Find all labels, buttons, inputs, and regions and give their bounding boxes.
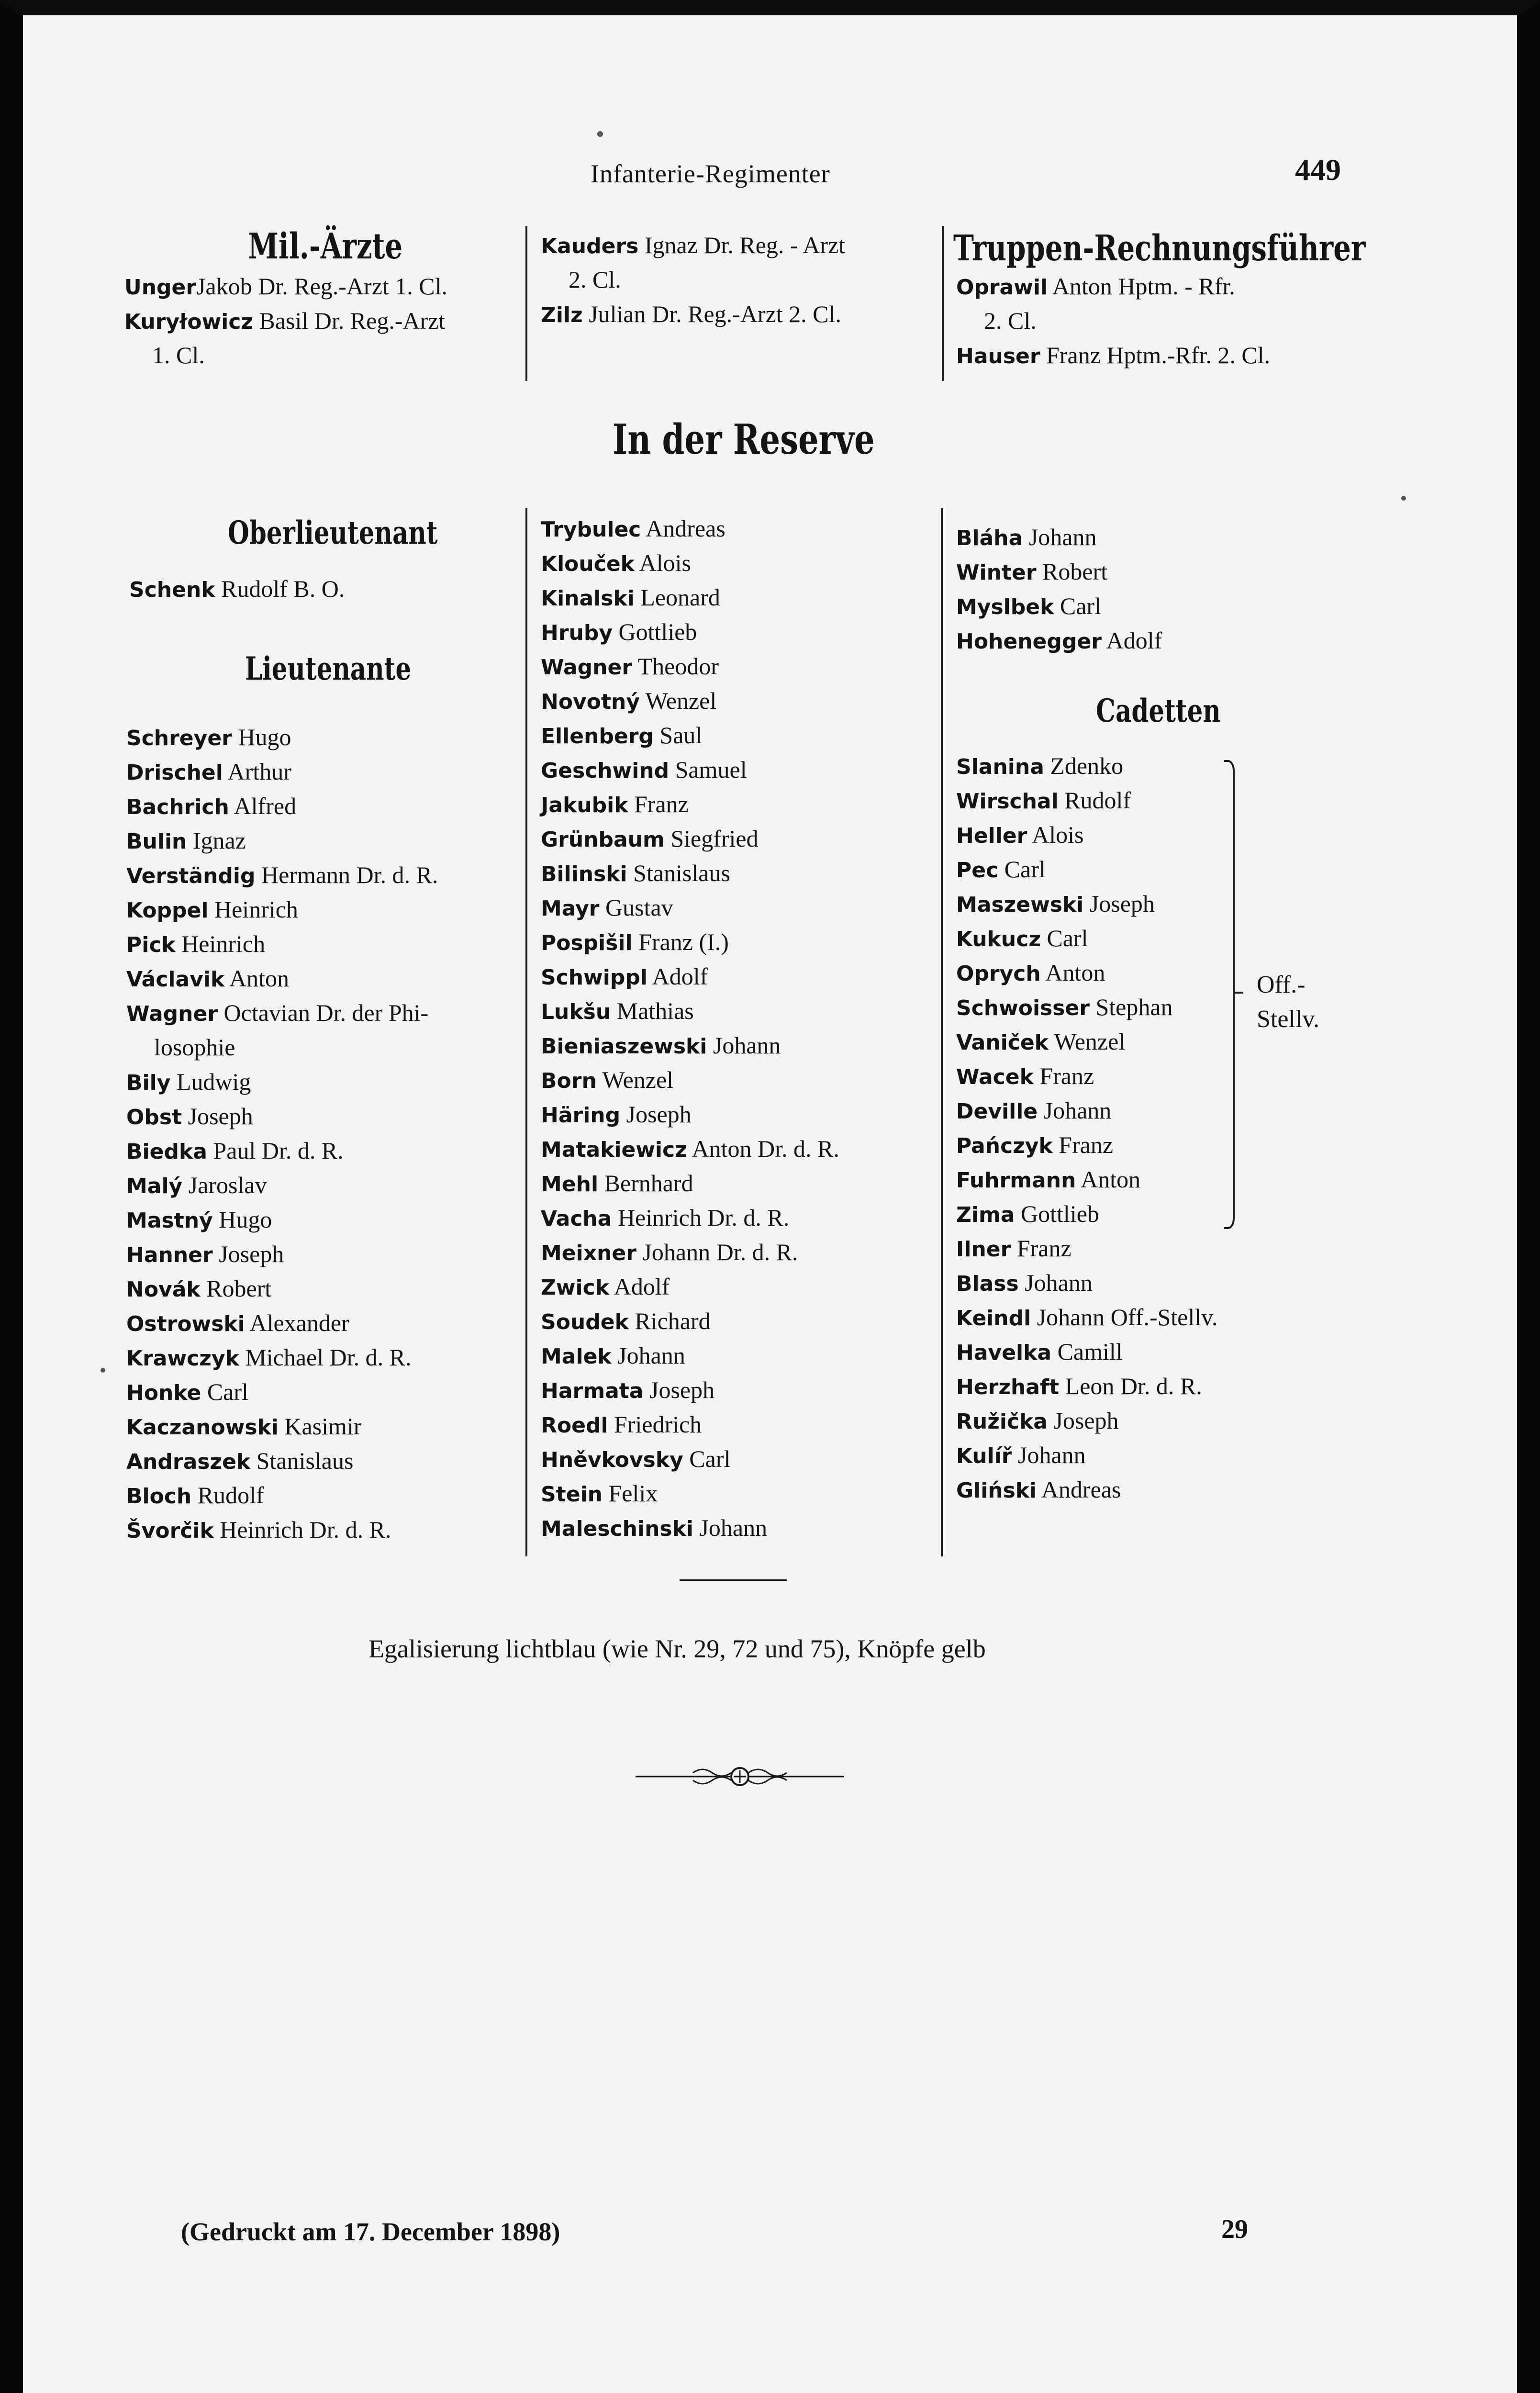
mid-doctors-list [541,228,962,331]
entry-surname: Švorčik [126,1519,214,1543]
entry-details: Rudolf B. O. [215,575,345,602]
list-entry [956,1196,1349,1231]
list-entry [956,269,1377,303]
entry-surname: Herzhaft [956,1375,1060,1399]
list-entry [126,1271,528,1306]
column-rule-2 [941,508,943,1556]
reserve-list-col2 [541,511,933,1545]
list-entry [541,228,962,262]
list-entry [956,338,1377,372]
entry-details: Alexander [245,1309,349,1336]
entry-details: Joseph [212,1241,284,1267]
entry-surname: Havelka [956,1341,1052,1365]
entry-surname: Bily [126,1071,171,1095]
entry-details: Carl [683,1445,731,1472]
entry-details: Andreas [1037,1476,1121,1503]
entry-details: Franz (I.) [632,928,729,955]
entry-details: Kasimir [278,1413,362,1440]
entry-surname: Maszewski [956,893,1084,917]
entry-details: Wenzel [1048,1028,1126,1055]
heading-truppen-rechnungsfuehrer: Truppen-Rechnungsführer [953,228,1366,269]
entry-details: Octavian Dr. der Phi- [218,999,429,1026]
entry-surname: Soudek [541,1310,629,1334]
entry-surname: Maleschinski [541,1517,693,1541]
list-entry [541,718,933,752]
brace-note-stellv: Stellv. [1257,1006,1319,1033]
list-entry [541,752,933,787]
signature-mark: 29 [1221,2214,1248,2244]
entry-details: Gottlieb [613,618,697,645]
entry-surname: Schenk [129,578,215,602]
entry-surname: Slanina [956,755,1044,779]
entry-surname: Hohenegger [956,629,1102,654]
list-entry [126,789,528,823]
entry-surname: Biedka [126,1140,207,1164]
list-entry [541,1476,933,1510]
entry-details: Zdenko [1044,752,1124,779]
entry-surname: Hauser [956,344,1040,369]
list-entry [126,961,528,995]
list-entry [541,1131,933,1166]
scan-speck [597,131,603,137]
entry-surname: Blass [956,1272,1019,1296]
entry-surname: Wagner [126,1002,218,1026]
entry-surname: Pec [956,858,999,883]
heading-cadetten: Cadetten [1096,692,1221,729]
entry-details: Alois [634,549,692,576]
list-entry [541,615,933,649]
entry-surname: Bieniaszewski [541,1034,707,1059]
entry-details: Joseph [620,1101,692,1128]
entry-surname: Oprych [956,962,1041,986]
entry-details: Heinrich [175,930,266,957]
entry-details: Johann [1012,1442,1086,1468]
list-entry [129,571,522,606]
entry-surname: Kinalski [541,586,635,611]
entry-surname: Hruby [541,621,613,645]
entry-surname: Grünbaum [541,827,665,852]
entry-surname: Malek [541,1344,612,1369]
entry-surname: Bloch [126,1484,192,1509]
entry-surname: Deville [956,1099,1038,1124]
heading-in-der-reserve: In der Reserve [613,415,875,464]
entry-surname: Meixner [541,1241,636,1265]
entry-details: Johann [1038,1097,1112,1124]
list-entry [956,1059,1349,1093]
entry-details: Basil Dr. Reg.-Arzt [253,307,446,334]
brace-note-off: Off.- [1257,971,1306,998]
list-entry [956,886,1349,921]
entry-surname: Born [541,1069,597,1093]
list-entry [956,520,1349,554]
entry-surname: Stein [541,1482,603,1507]
list-entry [126,1030,528,1064]
entry-details: Hugo [232,724,291,750]
list-entry [541,994,933,1028]
entry-details: Robert [200,1275,272,1302]
entry-surname: Wagner [541,655,633,680]
cadetten-list [956,749,1349,1507]
list-entry [126,754,528,789]
entry-details: Anton [224,965,289,992]
entry-details: Franz [1033,1062,1094,1089]
entry-details: Johann Dr. d. R. [636,1239,798,1265]
entry-surname: Vacha [541,1207,612,1231]
entry-details: Hermann Dr. d. R. [255,861,438,888]
entry-details: Franz [1052,1131,1114,1158]
list-entry [541,1373,933,1407]
entry-surname: Kulíř [956,1444,1012,1468]
entry-details: Alfred [229,793,297,819]
entry-surname: Geschwind [541,759,670,783]
entry-details: Joseph [1047,1407,1119,1434]
list-entry [956,589,1349,623]
entry-details: Ignaz Dr. Reg. - Arzt [638,232,846,258]
list-entry [126,1168,528,1202]
entry-details: Wenzel [596,1066,674,1093]
entry-details: Camill [1051,1338,1123,1365]
entry-details: Ludwig [170,1068,251,1095]
column-rule-top-1 [525,226,527,381]
entry-details: Stephan [1089,994,1173,1020]
entry-details: Johann [611,1342,685,1369]
entry-surname: Andraszek [126,1450,251,1474]
entry-surname: Pick [126,933,176,957]
list-entry [126,1099,528,1133]
entry-surname: Wacek [956,1065,1034,1089]
entry-details: Johann [707,1032,781,1059]
running-head: Infanterie-Regimenter [591,159,830,188]
list-entry [126,720,528,754]
list-entry [956,1369,1349,1403]
list-entry [956,1300,1349,1334]
entry-details: Adolf [609,1273,670,1300]
entry-details: Michael Dr. d. R. [239,1344,412,1371]
entry-surname: Roedl [541,1413,608,1438]
entry-surname: Kukucz [956,927,1041,951]
list-entry [541,1166,933,1200]
entry-surname: Zwick [541,1275,609,1300]
entry-surname: Bilinski [541,862,627,886]
list-entry [126,858,528,892]
entry-details: Joseph [182,1103,253,1129]
entry-details: Franz Hptm.-Rfr. 2. Cl. [1040,342,1271,369]
entry-surname: Fuhrmann [956,1168,1076,1193]
entry-details: Richard [628,1308,711,1334]
entry-surname: Schwippl [541,965,647,990]
entry-details: Leonard [634,584,720,611]
list-entry [126,1064,528,1099]
list-entry [541,649,933,683]
list-entry [956,817,1349,852]
oberlieutenant-list [129,571,522,606]
entry-surname: Trybulec [541,517,641,542]
entry-details: Wenzel [640,687,717,714]
list-entry [541,821,933,856]
scan-speck [100,1368,105,1373]
entry-details: Adolf [647,963,708,990]
list-entry [541,511,933,546]
entry-details: Johann Off.-Stellv. [1031,1304,1218,1331]
entry-details: Franz [628,791,689,817]
list-entry [956,852,1349,886]
list-entry [541,1235,933,1269]
entry-surname: Mastný [126,1208,213,1233]
list-entry [541,262,962,297]
entry-details: Gottlieb [1015,1200,1099,1227]
list-entry [126,1202,528,1237]
list-entry [956,1231,1349,1265]
entry-details: 2. Cl. [569,266,621,293]
column-rule-1 [525,508,527,1556]
entry-surname: Winter [956,560,1037,585]
entry-surname: Ostrowski [126,1312,245,1336]
list-entry [126,1306,528,1340]
entry-details: Hugo [212,1206,272,1233]
list-entry [124,269,546,303]
list-entry [126,1340,528,1375]
list-entry [126,1478,528,1512]
scan-speck [1401,496,1406,501]
list-entry [126,927,528,961]
entry-surname: Verständig [126,864,256,888]
list-entry [956,749,1349,783]
list-entry [541,683,933,718]
list-entry [126,892,528,927]
entry-surname: Ružička [956,1409,1048,1434]
list-entry [124,303,546,338]
entry-details: Anton Dr. d. R. [687,1135,839,1162]
heading-oberlieutenant: Oberlieutenant [228,514,438,551]
entry-surname: Bulin [126,829,187,854]
entry-details: losophie [154,1034,235,1061]
entry-surname: Koppel [126,898,209,923]
list-entry [956,1472,1349,1507]
list-entry [126,823,528,858]
entry-details: Siegfried [664,825,759,852]
grouping-brace [1224,760,1235,1229]
entry-surname: Kauders [541,234,639,258]
list-entry [541,890,933,925]
entry-details: Johann [1018,1269,1093,1296]
list-entry [126,1409,528,1443]
list-entry [956,1403,1349,1438]
entry-surname: Harmata [541,1379,644,1403]
truppen-list [956,269,1377,372]
entry-details: Jaroslav [182,1172,267,1198]
list-entry [126,995,528,1030]
entry-details: Stanislaus [627,860,730,886]
ornament-icon [636,1762,844,1791]
entry-surname: Pospišil [541,931,633,955]
entry-details: Rudolf [1058,787,1131,814]
list-entry [541,1097,933,1131]
entry-surname: Kuryłowicz [124,310,254,334]
list-entry [541,1028,933,1062]
entry-surname: Kaczanowski [126,1415,279,1440]
list-entry [541,1407,933,1442]
page-number: 449 [1295,153,1341,187]
entry-surname: Obst [126,1105,182,1129]
column-rule-top-2 [942,226,944,381]
entry-details: Arthur [223,758,291,785]
entry-details: Samuel [669,756,747,783]
entry-surname: Bachrich [126,795,229,819]
list-entry [126,1443,528,1478]
entry-details: Leon Dr. d. R. [1059,1373,1202,1399]
entry-surname: Pańczyk [956,1134,1053,1158]
entry-details: Bernhard [598,1170,693,1196]
list-entry [541,1062,933,1097]
entry-details: Anton [1040,959,1105,986]
entry-details: Heinrich [208,896,298,923]
list-entry [541,1304,933,1338]
entry-surname: Heller [956,824,1027,848]
entry-surname: Matakiewicz [541,1138,687,1162]
entry-details: Carl [1054,593,1101,619]
entry-details: Felix [602,1480,658,1507]
entry-details: Rudolf [191,1482,264,1509]
entry-details: Carl [1040,925,1088,951]
entry-details: Theodor [632,653,719,680]
egalisierung-note: Egalisierung lichtblau (wie Nr. 29, 72 und 75), Knöpfe gelb [368,1634,986,1663]
list-entry [541,580,933,615]
list-entry [541,959,933,994]
list-entry [541,1200,933,1235]
list-entry [541,1510,933,1545]
entry-details: Gustav [599,894,673,921]
list-entry [956,1162,1349,1196]
list-entry [124,338,546,372]
entry-details: Anton Hptm. - Rfr. [1048,273,1235,300]
lieutenante-list [126,720,528,1547]
entry-surname: Hněvkovsky [541,1448,683,1472]
section-rule [680,1579,787,1581]
grouping-brace-tip [1233,992,1243,994]
heading-mil-aerzte: Mil.-Ärzte [248,226,403,267]
entry-details: Robert [1036,558,1108,585]
list-entry [956,783,1349,817]
entry-details: Paul Dr. d. R. [207,1137,344,1164]
entry-surname: Honke [126,1381,201,1405]
entry-details: Alois [1027,821,1084,848]
entry-details: Heinrich Dr. d. R. [213,1516,391,1543]
list-entry [956,1093,1349,1128]
entry-details: Carl [201,1378,248,1405]
print-date-footer: (Gedruckt am 17. December 1898) [181,2217,560,2246]
entry-details: Joseph [643,1376,715,1403]
entry-surname: Mehl [541,1172,599,1196]
entry-details: Ignaz [187,827,246,854]
list-entry [541,297,962,331]
entry-details: Carl [998,856,1046,883]
entry-surname: Novák [126,1277,201,1302]
reserve-list-col3 [956,520,1349,658]
entry-details: Johann [693,1514,768,1541]
entry-surname: Lukšu [541,1000,611,1024]
entry-details: Anton [1076,1166,1141,1193]
list-entry [126,1512,528,1547]
heading-lieutenante: Lieutenante [245,650,412,687]
entry-details: Saul [653,722,703,749]
entry-surname: Ellenberg [541,724,654,749]
entry-surname: Myslbek [956,595,1054,619]
list-entry [541,787,933,821]
list-entry [541,546,933,580]
entry-details: Jakob Dr. Reg.-Arzt 1. Cl. [196,273,448,300]
entry-surname: Jakubik [541,793,628,817]
mil-aerzte-list [124,269,546,372]
entry-surname: Klouček [541,552,635,576]
entry-surname: Häring [541,1103,621,1128]
entry-details: 2. Cl. [984,307,1037,334]
entry-surname: Zima [956,1203,1015,1227]
entry-details: Adolf [1101,627,1162,654]
entry-surname: Oprawil [956,275,1048,300]
list-entry [956,1334,1349,1369]
list-entry [956,623,1349,658]
document-page [23,15,1517,2393]
entry-surname: Vaniček [956,1030,1049,1055]
list-entry [126,1133,528,1168]
list-entry [541,856,933,890]
entry-surname: Gliński [956,1478,1037,1503]
entry-details: Heinrich Dr. d. R. [612,1204,790,1231]
entry-details: Julian Dr. Reg.-Arzt 2. Cl. [582,301,841,327]
entry-surname: Krawczyk [126,1346,239,1371]
list-entry [956,303,1377,338]
entry-details: 1. Cl. [152,342,205,369]
entry-surname: Mayr [541,896,600,921]
list-entry [126,1237,528,1271]
list-entry [956,1265,1349,1300]
list-entry [956,1128,1349,1162]
entry-surname: Drischel [126,760,223,785]
list-entry [956,921,1349,955]
list-entry [541,925,933,959]
entry-details: Joseph [1083,890,1155,917]
entry-surname: Ilner [956,1237,1011,1262]
entry-details: Friedrich [608,1411,702,1438]
list-entry [541,1338,933,1373]
entry-surname: Bláha [956,526,1023,550]
entry-details: Stanislaus [250,1447,354,1474]
list-entry [541,1442,933,1476]
list-entry [956,1438,1349,1472]
entry-details: Mathias [611,997,694,1024]
entry-details: Andreas [641,515,725,542]
entry-surname: Wirschal [956,789,1059,814]
list-entry [541,1269,933,1304]
entry-surname: Hanner [126,1243,213,1267]
entry-surname: Malý [126,1174,183,1198]
list-entry [956,554,1349,589]
entry-details: Johann [1023,524,1097,550]
entry-details: Franz [1011,1235,1071,1262]
entry-surname: Keindl [956,1306,1031,1331]
entry-surname: Unger [124,275,197,300]
entry-surname: Václavik [126,967,225,992]
entry-surname: Schreyer [126,726,232,750]
list-entry [126,1375,528,1409]
entry-surname: Novotný [541,690,640,714]
entry-surname: Schwoisser [956,996,1090,1020]
entry-surname: Zilz [541,303,583,327]
